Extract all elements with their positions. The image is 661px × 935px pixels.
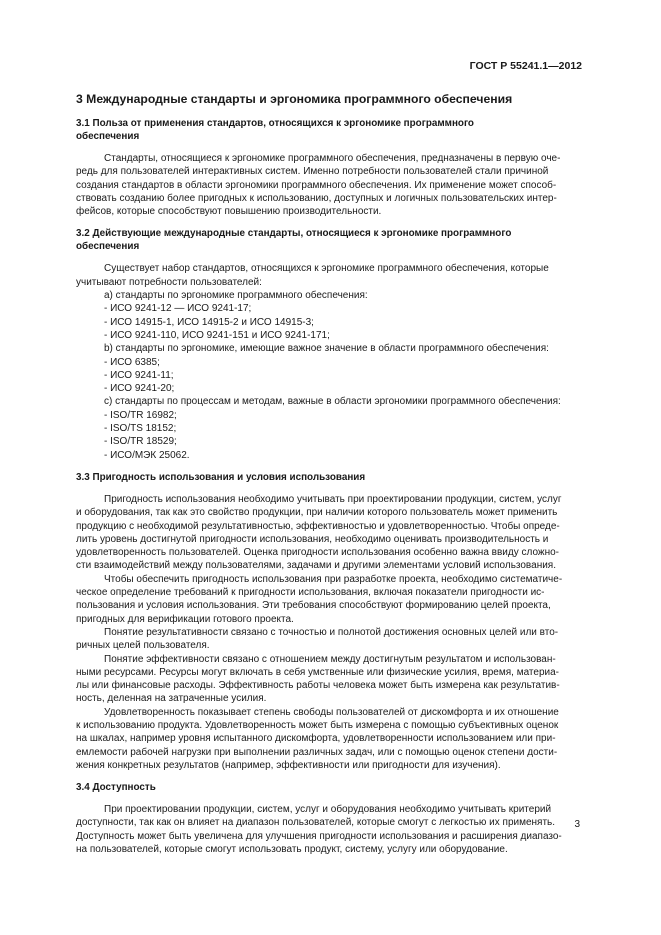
list-item: a) стандарты по эргономике программного обеспечения: <box>104 290 368 302</box>
text-line: фейсов, которые способствуют повышению производительности. <box>76 206 382 218</box>
section-3-1-title-line2: обеспечения <box>76 131 140 142</box>
list-item: - ИСО/МЭК 25062. <box>104 449 190 461</box>
text-line: пользования и условия использования. Эти требования способствуют формированию целей проекта, <box>76 600 551 612</box>
text-line: ствовать созданию более пригодных к использованию, доступных и логичных пользовательских интер- <box>76 192 557 204</box>
text-line: При проектировании продукции, систем, услуг и оборудования необходимо учитывать критерий <box>104 804 552 816</box>
text-line: Понятие эффективности связано с отношением между достигнутым результатом и использован- <box>104 653 556 665</box>
paragraph <box>76 493 584 573</box>
document-body <box>76 92 584 856</box>
text-line: продукцию с необходимой результативностью, эффективностью и удовлетворенностью. Чтобы опреде- <box>76 520 560 532</box>
paragraph <box>76 626 584 653</box>
text-line: пригодных для верификации готового проекта. <box>76 613 294 625</box>
text-line: лы или финансовые расходы. Эффективность работы человека может быть измерена как результатив- <box>76 680 560 692</box>
text-line: удовлетворенность пользователей. Оценка пригодности использования особенно важна ввиду сложно- <box>76 547 559 559</box>
section-3-3-title: 3.3 Пригодность использования и условия использования <box>76 471 366 483</box>
text-line: на пользователей, которые смогут использовать продукт, систему, услугу или оборудование. <box>76 844 508 856</box>
page-number: 3 <box>574 819 580 830</box>
text-line: учитывают потребности пользователей: <box>76 276 262 288</box>
paragraph <box>76 803 584 856</box>
text-line: ричных целей пользователя. <box>76 640 210 652</box>
section-3-4-title: 3.4 Доступность <box>76 782 156 794</box>
standards-list <box>76 289 584 462</box>
section-3-1-title-line1: 3.1 Польза от применения стандартов, относящихся к эргономике программного <box>76 118 474 129</box>
text-line: Понятие результативности связано с точностью и полнотой достижения основных целей или вто- <box>104 626 559 638</box>
list-item: - ISO/TS 18152; <box>104 423 177 435</box>
list-item: c) стандарты по процессам и методам, важные в области эргономики программного обеспечения: <box>104 396 561 408</box>
list-item: - ИСО 9241-110, ИСО 9241-151 и ИСО 9241-171; <box>104 329 330 341</box>
text-line: Стандарты, относящиеся к эргономике программного обеспечения, предназначены в первую оче- <box>104 153 561 164</box>
list-item: - ИСО 9241-20; <box>104 383 175 395</box>
list-item: - ISO/TR 16982; <box>104 409 177 421</box>
paragraph <box>76 152 584 218</box>
text-line: ными ресурсами. Ресурсы могут включать в себя умственные или физические усилия, время, материа- <box>76 666 559 678</box>
paragraph <box>76 653 584 706</box>
list-item: b) стандарты по эргономике, имеющие важное значение в области программного обеспечения: <box>104 343 549 355</box>
text-line: и оборудования, так как это свойство продукции, при наличии которого пользователь может применить <box>76 507 558 519</box>
text-line: Доступность может быть увеличена для улучшения пригодности использования и расширения диапазо- <box>76 830 562 842</box>
text-line: редь для пользователей интерактивных систем. Именно потребности пользователей стали причиной <box>76 166 549 178</box>
section-3-1-title <box>76 117 584 143</box>
section-3-2-title-line2: обеспечения <box>76 241 140 253</box>
list-item: - ИСО 9241-11; <box>104 369 174 381</box>
text-line: жения конкретных результатов (например, эффективности или пригодности для изучения). <box>76 759 501 771</box>
text-line: Пригодность использования необходимо учитывать при проектировании продукции, систем, услуг <box>104 493 562 505</box>
section-3-2-title-line1: 3.2 Действующие международные стандарты, относящиеся к эргономике программного <box>76 228 512 240</box>
list-item: - ИСО 9241-12 — ИСО 9241-17; <box>104 303 252 315</box>
text-line: доступности, так как он влияет на диапазон пользователей, которые смогут с легкостью их применять. <box>76 817 556 829</box>
text-line: ность, деленная на затраченные усилия. <box>76 693 267 705</box>
list-item: - ИСО 6385; <box>104 356 160 368</box>
text-line: к использованию продукта. Удовлетворенность может быть измерена с помощью субъективных оценок <box>76 719 559 731</box>
text-line: Существует набор стандартов, относящихся к эргономике программного обеспечения, которые <box>104 263 549 275</box>
list-item: - ISO/TR 18529; <box>104 436 177 448</box>
section-3-title: 3 Международные стандарты и эргономика программного обеспечения <box>76 92 513 106</box>
text-line: сти взаимодействий между пользователями, задачами и другими элементами условий использования. <box>76 560 556 572</box>
paragraph <box>76 706 584 772</box>
text-line: ческое определение требований к пригодности использования, включая показатели пригодности ис- <box>76 587 545 599</box>
text-line: емлемости рабочей нагрузки при выполнении различных задач, или с помощью оценок степени дости- <box>76 746 558 758</box>
text-line: на шкалах, например уровня испытанного дискомфорта, удовлетворенности использованием или при- <box>76 733 556 745</box>
text-line: лить уровень достигнутой пригодности использования, необходимо оценивать производительность и <box>76 533 549 545</box>
text-line: Чтобы обеспечить пригодность использования при разработке проекта, необходимо систематиче- <box>104 573 563 585</box>
text-line: Удовлетворенность показывает степень свободы пользователей от дискомфорта и их отношение <box>104 706 559 718</box>
list-item: - ИСО 14915-1, ИСО 14915-2 и ИСО 14915-3; <box>104 316 314 328</box>
document-header: ГОСТ Р 55241.1—2012 <box>469 60 582 72</box>
paragraph <box>76 262 584 289</box>
paragraph <box>76 573 584 626</box>
section-3-2-title <box>76 227 584 253</box>
text-line: создания стандартов в области эргономики программного обеспечения. Их применение может способ- <box>76 179 557 191</box>
